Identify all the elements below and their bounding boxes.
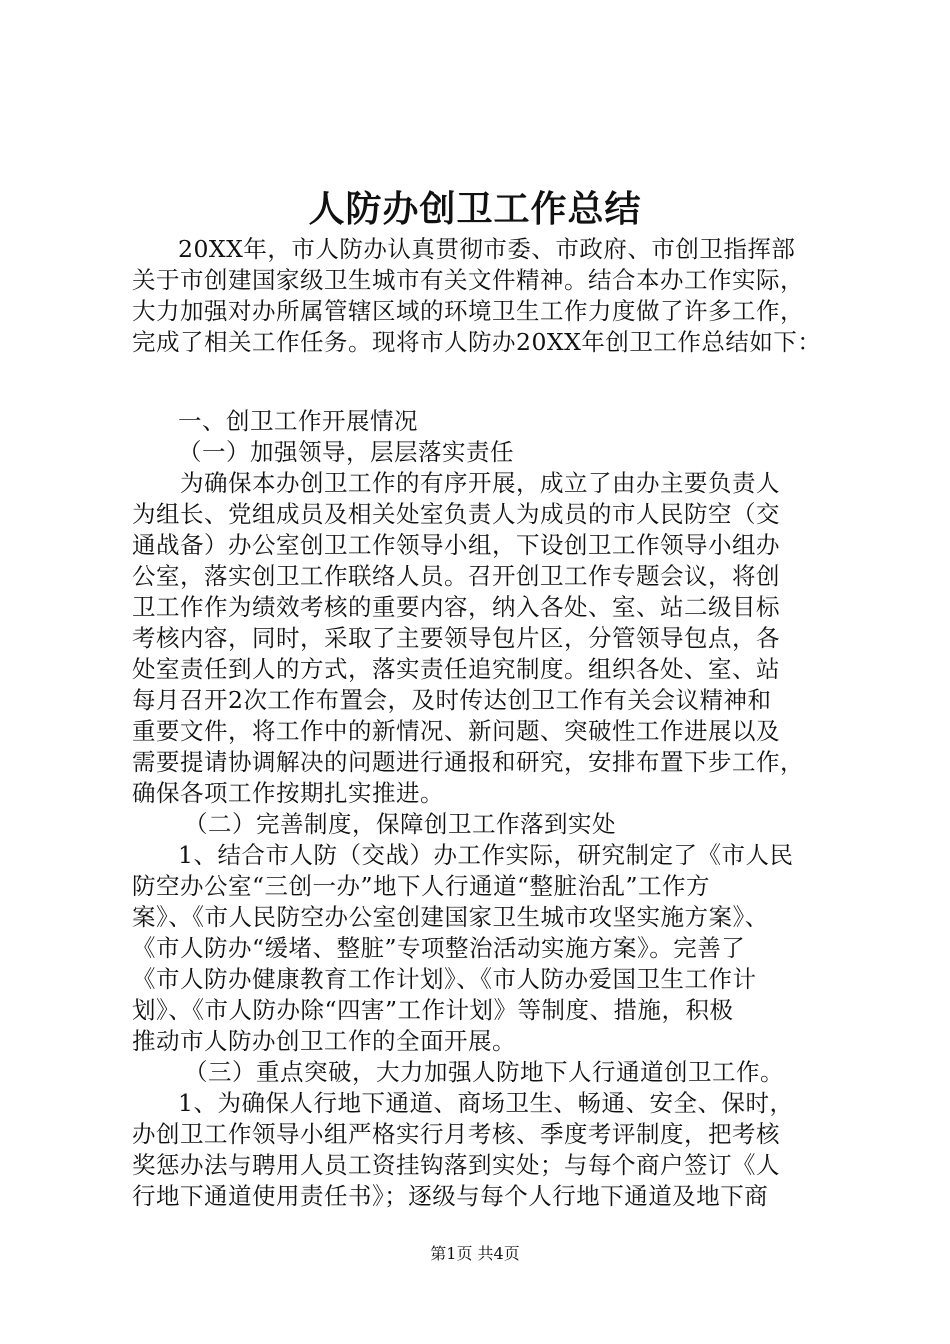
text-line: 重要文件，将工作中的新情况、新问题、突破性工作进展以及: [132, 717, 780, 745]
paragraph-gap: [132, 358, 832, 406]
text-line: 行地下通道使用责任书》；逐级与每个人行地下通道及地下商: [132, 1182, 769, 1210]
text-line: 为组长、党组成员及相关处室负责人为成员的市人民防空（交: [132, 500, 780, 528]
text-line: 完成了相关工作任务。现将市人防办20XX年创卫工作总结如下：: [132, 328, 822, 356]
subsection-heading: （二）完善制度，保障创卫工作落到实处: [184, 810, 616, 838]
text-line: 案》、《市人民防空办公室创建国家卫生城市攻坚实施方案》、: [132, 903, 769, 931]
text-line: 通战备）办公室创卫工作领导小组，下设创卫工作领导小组办: [132, 531, 780, 559]
subsection-heading: （三）重点突破，大力加强人防地下人行通道创卫工作。: [184, 1058, 784, 1086]
text-line: 20XX年，市人防办认真贯彻市委、市政府、市创卫指挥部: [178, 235, 796, 263]
text-line: 卫工作作为绩效考核的重要内容，纳入各处、室、站二级目标: [132, 593, 780, 621]
text-line: 确保各项工作按期扎实推进。: [132, 779, 444, 807]
text-line: 1、为确保人行地下通道、商场卫生、畅通、安全、保时，: [178, 1089, 794, 1117]
text-line: 公室，落实创卫工作联络人员。召开创卫工作专题会议，将创: [132, 562, 780, 590]
text-line: 奖惩办法与聘用人员工资挂钩落到实处；与每个商户签订《人: [132, 1151, 780, 1179]
text-line: 大力加强对办所属管辖区域的环境卫生工作力度做了许多工作，: [132, 297, 804, 325]
page-number-footer: 第1页 共4页: [430, 1244, 520, 1263]
text-line: 1、结合市人防（交战）办工作实际，研究制定了《市人民: [178, 841, 794, 869]
document-body: [132, 234, 832, 1212]
text-line: 关于市创建国家级卫生城市有关文件精神。结合本办工作实际，: [132, 266, 804, 294]
document-title: 人防办创卫工作总结: [308, 188, 642, 230]
text-line: 《市人防办“缓堵、整脏”专项整治活动实施方案》。完善了: [132, 934, 746, 962]
text-line: 处室责任到人的方式，落实责任追究制度。组织各处、室、站: [132, 655, 780, 683]
text-line: 推动市人防办创卫工作的全面开展。: [132, 1027, 516, 1055]
text-line: 为确保本办创卫工作的有序开展，成立了由办主要负责人: [180, 469, 780, 497]
text-line: 需要提请协调解决的问题进行通报和研究，安排布置下步工作，: [132, 748, 804, 776]
section-heading: 一、创卫工作开展情况: [178, 407, 418, 435]
text-line: 办创卫工作领导小组严格实行月考核、季度考评制度，把考核: [132, 1120, 780, 1148]
subsection-heading: （一）加强领导，层层落实责任: [178, 438, 514, 466]
text-line: 每月召开2次工作布置会，及时传达创卫工作有关会议精神和: [132, 686, 772, 714]
text-line: 《市人防办健康教育工作计划》、《市人防办爱国卫生工作计: [132, 965, 757, 993]
text-line: 划》、《市人防办除“四害”工作计划》等制度、措施，积极: [132, 996, 734, 1024]
text-line: 考核内容，同时，采取了主要领导包片区，分管领导包点，各: [132, 624, 780, 652]
text-line: 防空办公室“三创一办”地下人行通道“整脏治乱”工作方: [132, 872, 711, 900]
